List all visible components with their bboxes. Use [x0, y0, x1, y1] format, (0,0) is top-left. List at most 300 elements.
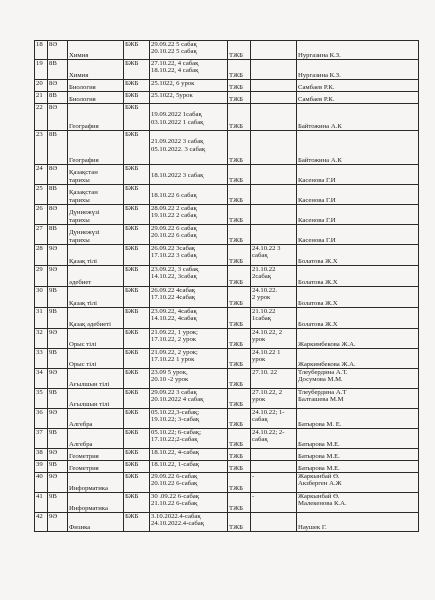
tjb-date-cell-line [252, 225, 295, 232]
bjb-date-cell-line: 21.09.2022 3 сабақ [151, 138, 204, 146]
teacher-cell [297, 165, 419, 185]
tjb-type-cell: ТЖБ [228, 131, 251, 165]
bjb-date-cell-line: 17.10.22, 2 урок [151, 336, 197, 344]
table-row [35, 131, 419, 165]
tjb-date-cell-line: 1сабақ [252, 315, 271, 323]
bjb-date-cell-line: 21.09.22, 2 урок; [151, 349, 198, 356]
teacher-cell [297, 449, 419, 461]
teacher-cell [297, 369, 419, 389]
bjb-date-cell-line [151, 185, 226, 192]
tjb-date-cell-line: 2 урок [252, 294, 271, 302]
bjb-date-cell-line: 20.10.2022 4 сабақ [151, 396, 204, 404]
class-cell: 9В [48, 493, 68, 513]
subject-cell-line: Дүниежүзі [69, 229, 100, 237]
class-cell: 9В [48, 389, 68, 409]
class-cell: 9Ә [48, 245, 68, 266]
assessment-type-cell: БЖБ [124, 409, 150, 429]
tjb-type-cell: ТЖБ [228, 245, 251, 266]
tjb-type-cell: ТЖБ [228, 185, 251, 205]
bjb-date-cell-line: 17.10.22 4сабақ [151, 294, 196, 302]
bjb-date-cell-line: 20.10.22 6-сабақ [151, 480, 198, 488]
tjb-type-cell: ТЖБ [228, 449, 251, 461]
subject-cell [68, 225, 124, 245]
schedule-table [34, 40, 419, 532]
teacher-cell-line: Жаркимбекова Ж.А. [298, 360, 356, 368]
tjb-date-cell [251, 409, 297, 429]
assessment-type-cell: БЖБ [124, 131, 150, 165]
bjb-date-cell-line: 26.09.22 4сабақ [151, 287, 196, 294]
assessment-type-cell: БЖБ [124, 287, 150, 308]
subject-cell-line: тарихы [69, 236, 90, 244]
tjb-date-cell-line: 24.10.22. [252, 287, 278, 294]
assessment-type-cell: БЖБ [124, 104, 150, 131]
tjb-date-cell [251, 287, 297, 308]
assessment-type-cell: БЖБ [124, 461, 150, 473]
tjb-date-cell-line: - [252, 473, 255, 480]
tjb-date-cell-line [252, 185, 295, 192]
tjb-date-cell-line: 2сабақ [252, 273, 271, 281]
assessment-type-cell: БЖБ [124, 513, 150, 532]
row-number: 22 [35, 104, 48, 131]
bjb-date-cell [150, 185, 228, 205]
teacher-cell [297, 60, 419, 80]
bjb-date-cell-line: 19.10.22 2 сабақ [151, 212, 197, 220]
table-row [35, 473, 419, 493]
subject-cell-line: Биология [69, 95, 96, 103]
tjb-type-cell: ТЖБ [228, 513, 251, 532]
teacher-cell-line: Балташева М.М [298, 396, 344, 404]
table-row [35, 80, 419, 92]
subject-cell-line: Қазақ тілі [69, 299, 97, 307]
teacher-cell [297, 225, 419, 245]
tjb-date-cell [251, 349, 297, 369]
teacher-cell-line: Тлеубердина А.Т. [298, 369, 348, 376]
teacher-cell-line: Касенова Г.И [298, 236, 336, 244]
bjb-date-cell-line: 27.10.22, 4 сабақ [151, 60, 199, 67]
tjb-type-cell: ТЖБ [228, 41, 251, 60]
subject-cell-line: География [69, 156, 99, 164]
tjb-date-cell [251, 165, 297, 185]
bjb-date-cell-line: 17.10.22;2-сабақ [151, 436, 198, 444]
class-cell: 9Ә [48, 369, 68, 389]
tjb-date-cell-line: урок [252, 356, 266, 364]
subject-cell-line: География [69, 122, 99, 130]
assessment-type-cell: БЖБ [124, 493, 150, 513]
table-row [35, 41, 419, 60]
tjb-date-cell-line: 24.10.22; 1- [252, 409, 285, 416]
table-row [35, 104, 419, 131]
class-cell: 8Ә [48, 80, 68, 92]
assessment-type-cell: БЖБ [124, 92, 150, 104]
assessment-type-cell: БЖБ [124, 80, 150, 92]
row-number: 23 [35, 131, 48, 165]
tjb-date-cell [251, 185, 297, 205]
bjb-date-cell-line: 29.09.22 5 сабақ [151, 41, 197, 48]
tjb-date-cell [251, 429, 297, 449]
bjb-date-cell-line: 25.1022, 5урок [151, 92, 193, 99]
bjb-date-cell-line: 17.10.22 3 сабақ [151, 252, 197, 260]
table-row [35, 308, 419, 329]
bjb-date-cell-line: 26.09.22 3сабақ [151, 245, 196, 252]
assessment-type-cell: БЖБ [124, 60, 150, 80]
row-number: 32 [35, 329, 48, 349]
subject-cell-line: Қазақстан [69, 169, 98, 177]
tjb-date-cell-line [252, 60, 295, 67]
tjb-date-cell [251, 266, 297, 287]
bjb-date-cell [150, 245, 228, 266]
bjb-date-cell-line: 05.10.22; 6-сабақ; [151, 429, 202, 436]
teacher-cell [297, 409, 419, 429]
bjb-date-cell [150, 389, 228, 409]
tjb-type-cell: ТЖБ [228, 266, 251, 287]
bjb-date-cell [150, 473, 228, 493]
tjb-type-cell: ТЖБ [228, 92, 251, 104]
assessment-type-cell: БЖБ [124, 473, 150, 493]
teacher-cell-line: Нургазина К.З. [298, 71, 341, 79]
class-cell: 8В [48, 60, 68, 80]
subject-cell-line: тарихы [69, 196, 90, 204]
row-number: 31 [35, 308, 48, 329]
row-number: 37 [35, 429, 48, 449]
tjb-date-cell-line: урок [252, 396, 266, 404]
class-cell: 8Ә [48, 165, 68, 185]
table-row [35, 409, 419, 429]
table-row [35, 389, 419, 409]
row-number: 33 [35, 349, 48, 369]
tjb-date-cell-line: 27.10.22, 2 [252, 389, 283, 396]
table-row [35, 165, 419, 185]
teacher-cell [297, 104, 419, 131]
bjb-date-cell-line: 18.10.22, 4 сабақ [151, 67, 199, 75]
row-number: 30 [35, 287, 48, 308]
class-cell: 9Ә [48, 329, 68, 349]
bjb-date-cell [150, 41, 228, 60]
table-row [35, 266, 419, 287]
bjb-date-cell-line: 20.10 -2 урок [151, 376, 189, 384]
bjb-date-cell-line: 14.10.22, 3сабақ [151, 273, 197, 281]
assessment-type-cell: БЖБ [124, 266, 150, 287]
subject-cell-line: Химия [69, 71, 89, 79]
row-number: 40 [35, 473, 48, 493]
class-cell: 9В [48, 308, 68, 329]
row-number: 24 [35, 165, 48, 185]
bjb-date-cell-line: 28.09.22 2 сабақ [151, 205, 197, 212]
teacher-cell [297, 185, 419, 205]
teacher-cell-line: Батырова М.Е. [298, 440, 340, 448]
bjb-date-cell-line: 18.10.22, 1-сабақ [151, 461, 199, 468]
bjb-date-cell-line: 29.09.22 6 сабақ [151, 225, 197, 232]
teacher-cell [297, 41, 419, 60]
bjb-date-cell-line: 25.1022, 6 урок [151, 80, 195, 87]
tjb-type-cell: ТЖБ [228, 329, 251, 349]
table-row [35, 513, 419, 532]
assessment-type-cell: БЖБ [124, 41, 150, 60]
class-cell: 9В [48, 349, 68, 369]
teacher-cell [297, 429, 419, 449]
teacher-cell-line: Касенова Г.И [298, 196, 336, 204]
teacher-cell-line: Батырова М. Е. [298, 420, 342, 428]
subject-cell [68, 349, 124, 369]
tjb-date-cell-line: - [252, 493, 255, 500]
tjb-date-cell-line [252, 80, 295, 87]
subject-cell-line: тарихы [69, 216, 90, 224]
row-number: 36 [35, 409, 48, 429]
teacher-cell-line: Тлеубердина А.Т [298, 389, 347, 396]
bjb-date-cell-line: 29.09.22 3 сабақ [151, 389, 197, 396]
tjb-date-cell [251, 461, 297, 473]
tjb-date-cell [251, 205, 297, 225]
bjb-date-cell-line [151, 131, 226, 138]
bjb-date-cell-line: 18.10.2022 3 сабақ [151, 172, 204, 180]
table-row [35, 461, 419, 473]
bjb-date-cell [150, 104, 228, 131]
assessment-type-cell: БЖБ [124, 369, 150, 389]
subject-cell [68, 131, 124, 165]
subject-cell-line: Дүниежүзі [69, 209, 100, 217]
bjb-date-cell [150, 369, 228, 389]
table-row [35, 349, 419, 369]
teacher-cell-line: Жаркынбай Ө. [298, 473, 340, 480]
row-number: 25 [35, 185, 48, 205]
table-row [35, 287, 419, 308]
class-cell: 9Ә [48, 449, 68, 461]
bjb-date-cell [150, 131, 228, 165]
teacher-cell [297, 349, 419, 369]
tjb-date-cell [251, 131, 297, 165]
teacher-cell-line: Наушек Г. [298, 523, 327, 531]
tjb-type-cell: ТЖБ [228, 225, 251, 245]
subject-cell [68, 287, 124, 308]
tjb-type-cell: ТЖБ [228, 409, 251, 429]
bjb-date-cell-line: 19.09.2022 1сабақ [151, 111, 202, 119]
table-row [35, 329, 419, 349]
bjb-date-cell [150, 308, 228, 329]
subject-cell [68, 80, 124, 92]
assessment-type-cell: БЖБ [124, 308, 150, 329]
row-number: 42 [35, 513, 48, 532]
subject-cell [68, 461, 124, 473]
tjb-date-cell [251, 513, 297, 532]
subject-cell [68, 165, 124, 185]
teacher-cell [297, 389, 419, 409]
tjb-date-cell [251, 225, 297, 245]
subject-cell-line: Қазақ әдебиеті [69, 320, 112, 328]
teacher-cell-line: Болатова Ж.Х [298, 299, 338, 307]
tjb-date-cell-line: 27.10. 22 [252, 369, 278, 376]
bjb-date-cell [150, 225, 228, 245]
bjb-date-cell [150, 287, 228, 308]
page-scan-mark [318, 589, 334, 593]
bjb-date-cell [150, 513, 228, 532]
tjb-type-cell: ТЖБ [228, 369, 251, 389]
table-row [35, 225, 419, 245]
class-cell: 8Ә [48, 205, 68, 225]
subject-cell-line: Геометрия [69, 452, 99, 460]
bjb-date-cell [150, 266, 228, 287]
bjb-date-cell [150, 329, 228, 349]
assessment-type-cell: БЖБ [124, 429, 150, 449]
class-cell: 8В [48, 225, 68, 245]
bjb-date-cell-line: 3.10.2022.4-сабақ [151, 513, 201, 520]
subject-cell-line: Орыс тілі [69, 360, 97, 368]
bjb-date-cell [150, 461, 228, 473]
teacher-cell-line: Болатова Ж.Х [298, 320, 338, 328]
subject-cell-line: Алгебра [69, 420, 93, 428]
teacher-cell-line: Болатова Ж.Х [298, 257, 338, 265]
row-number: 34 [35, 369, 48, 389]
tjb-date-cell-line [252, 449, 295, 456]
class-cell: 9Ә [48, 513, 68, 532]
bjb-date-cell-line: 21.09.22, 1 урок; [151, 329, 198, 336]
teacher-cell-line: Байтожина А.К [298, 156, 342, 164]
tjb-date-cell [251, 60, 297, 80]
teacher-cell-line: Малекенова К.А. [298, 500, 347, 508]
tjb-type-cell: ТЖБ [228, 165, 251, 185]
subject-cell-line: Информатика [69, 484, 108, 492]
subject-cell-line: Ағылшын тілі [69, 400, 110, 408]
table-row [35, 369, 419, 389]
tjb-date-cell-line [252, 131, 295, 138]
bjb-date-cell [150, 80, 228, 92]
tjb-type-cell: ТЖБ [228, 60, 251, 80]
row-number: 35 [35, 389, 48, 409]
assessment-type-cell: БЖБ [124, 245, 150, 266]
row-number: 27 [35, 225, 48, 245]
bjb-date-cell-line: 24.10.2022.4-сабақ [151, 520, 204, 528]
subject-cell-line: Геометрия [69, 464, 99, 472]
table-row [35, 493, 419, 513]
tjb-date-cell-line [252, 165, 295, 172]
bjb-date-cell-line: 03.10.2022 1 сабақ [151, 118, 204, 126]
row-number: 41 [35, 493, 48, 513]
bjb-date-cell-line: 19.10.22; 3-сабақ [151, 416, 200, 424]
table-row [35, 245, 419, 266]
bjb-date-cell [150, 349, 228, 369]
teacher-cell [297, 308, 419, 329]
tjb-type-cell: ТЖБ [228, 493, 251, 513]
subject-cell-line: Физика [69, 523, 91, 531]
bjb-date-cell-line: 21.10.22 6-сабақ [151, 500, 198, 508]
bjb-date-cell [150, 493, 228, 513]
tjb-date-cell-line: сабақ [252, 252, 268, 260]
teacher-cell [297, 473, 419, 493]
tjb-date-cell-line: 21.10.22 [252, 266, 276, 273]
teacher-cell-line: Жаркынбай Ө. [298, 493, 340, 500]
bjb-date-cell-line: 05.10.22,3-сабақ; [151, 409, 200, 416]
teacher-cell-line: Болатова Ж.Х [298, 278, 338, 286]
teacher-cell [297, 329, 419, 349]
subject-cell [68, 329, 124, 349]
schedule-body [35, 41, 419, 532]
row-number: 39 [35, 461, 48, 473]
tjb-date-cell-line: сабақ [252, 436, 268, 444]
tjb-date-cell [251, 493, 297, 513]
subject-cell-line: Қазақстан [69, 189, 98, 197]
bjb-date-cell-line: 23.09.22, 3 сабақ [151, 266, 199, 273]
teacher-cell [297, 205, 419, 225]
subject-cell [68, 308, 124, 329]
bjb-date-cell-line: 18.10.22 6 сабақ [151, 192, 197, 200]
row-number: 29 [35, 266, 48, 287]
tjb-type-cell: ТЖБ [228, 104, 251, 131]
subject-cell-line: Химия [69, 51, 89, 59]
teacher-cell [297, 266, 419, 287]
subject-cell [68, 92, 124, 104]
row-number: 18 [35, 41, 48, 60]
subject-cell [68, 513, 124, 532]
tjb-type-cell: ТЖБ [228, 473, 251, 493]
teacher-cell-line: Акзберген А.Ж [298, 480, 342, 488]
teacher-cell-line: Батырова М.Е. [298, 452, 340, 460]
tjb-date-cell [251, 329, 297, 349]
teacher-cell-line: Жаркимбекова Ж.А. [298, 340, 356, 348]
table-row [35, 92, 419, 104]
table-row [35, 205, 419, 225]
bjb-date-cell-line: 05.10.2022. 3 сабақ [151, 145, 206, 153]
tjb-type-cell: ТЖБ [228, 287, 251, 308]
bjb-date-cell [150, 429, 228, 449]
teacher-cell-line: Нургазина К.З. [298, 51, 341, 59]
subject-cell [68, 449, 124, 461]
class-cell: 8Ә [48, 41, 68, 60]
subject-cell [68, 409, 124, 429]
bjb-date-cell-line: 30 .09.22 6-сабақ [151, 493, 199, 500]
tjb-date-cell-line: сабақ [252, 416, 268, 424]
bjb-date-cell [150, 205, 228, 225]
class-cell: 9Ә [48, 266, 68, 287]
tjb-date-cell-line: 24.10.22 3 [252, 245, 281, 252]
bjb-date-cell [150, 92, 228, 104]
assessment-type-cell: БЖБ [124, 349, 150, 369]
tjb-date-cell-line: 24.10.22; 2- [252, 429, 285, 436]
bjb-date-cell-line: 17.10.22 1 урок [151, 356, 195, 364]
teacher-cell-line: Самбаев Р.К. [298, 95, 335, 103]
subject-cell [68, 266, 124, 287]
subject-cell [68, 60, 124, 80]
class-cell: 9В [48, 461, 68, 473]
table-row [35, 449, 419, 461]
subject-cell [68, 429, 124, 449]
bjb-date-cell [150, 60, 228, 80]
assessment-type-cell: БЖБ [124, 205, 150, 225]
class-cell: 8В [48, 131, 68, 165]
subject-cell [68, 41, 124, 60]
tjb-type-cell: ТЖБ [228, 461, 251, 473]
assessment-type-cell: БЖБ [124, 165, 150, 185]
bjb-date-cell [150, 409, 228, 429]
teacher-cell-line: Касенова Г.И [298, 216, 336, 224]
class-cell: 9В [48, 287, 68, 308]
subject-cell-line: Алгебра [69, 440, 93, 448]
table-row [35, 185, 419, 205]
tjb-date-cell-line [252, 104, 295, 111]
subject-cell [68, 369, 124, 389]
tjb-date-cell [251, 92, 297, 104]
tjb-date-cell-line [252, 513, 295, 520]
subject-cell [68, 493, 124, 513]
bjb-date-cell [150, 165, 228, 185]
bjb-date-cell-line [151, 165, 226, 172]
teacher-cell-line: Байтожина А.К [298, 122, 342, 130]
bjb-date-cell-line: 23.09.22, 4сабақ [151, 308, 197, 315]
subject-cell-line: Информатика [69, 504, 108, 512]
row-number: 28 [35, 245, 48, 266]
tjb-date-cell [251, 104, 297, 131]
class-cell: 9Ә [48, 473, 68, 493]
teacher-cell-line: Досумова М.М. [298, 376, 343, 384]
tjb-date-cell-line [252, 205, 295, 212]
subject-cell-line: Ағылшын тілі [69, 380, 110, 388]
